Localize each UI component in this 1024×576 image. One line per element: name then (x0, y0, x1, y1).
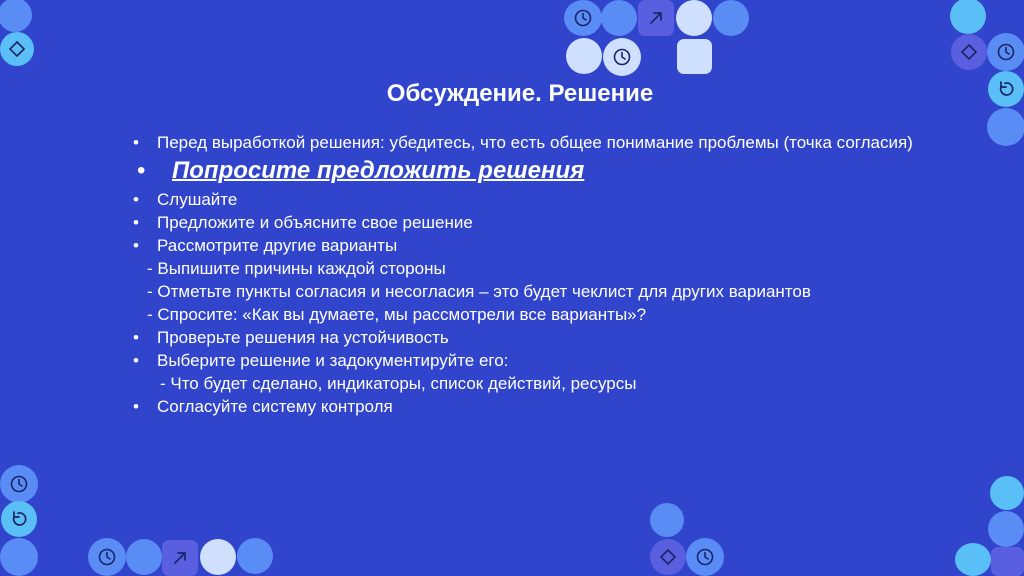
clock-icon (996, 42, 1016, 62)
clock-badge (686, 538, 724, 576)
diamond-badge (0, 32, 34, 66)
list-item: • Рассмотрите другие варианты (133, 234, 933, 257)
clock-icon (97, 547, 117, 567)
diamond-badge (951, 34, 987, 70)
clock-badge (564, 0, 602, 36)
list-item: • Слушайте (133, 188, 933, 211)
clock-badge (88, 538, 126, 576)
diamond-icon (960, 43, 978, 61)
highlight-text: Попросите предложить решения (172, 157, 585, 184)
decor-badge (987, 108, 1024, 146)
sub-item: - Что будет сделано, индикаторы, список действий, ресурсы (160, 374, 637, 393)
list-item: • Перед выработкой решения: убедитесь, что есть общее понимание проблемы (точка согласия) (133, 131, 933, 154)
list-item: • Проверьте решения на устойчивость (133, 326, 933, 349)
decor-circle (713, 0, 749, 36)
clock-icon (695, 547, 715, 567)
decor-badge (988, 511, 1024, 547)
refresh-icon (9, 509, 29, 529)
list-item: • Согласуйте систему контроля (133, 395, 933, 418)
list-item-highlight (133, 154, 933, 188)
clock-icon (9, 474, 29, 494)
clock-icon (612, 47, 632, 67)
arrow-up-right-icon (647, 9, 665, 27)
decor-badge (955, 543, 991, 576)
clock-badge (603, 38, 641, 76)
diamond-icon (8, 40, 26, 58)
clock-badge (987, 33, 1024, 71)
decor-circle (237, 538, 273, 574)
decor-circle (126, 539, 162, 575)
decor-circle (990, 476, 1024, 510)
decor-circle (650, 503, 684, 537)
decor-square (677, 39, 712, 74)
decor-square (991, 547, 1024, 576)
refresh-icon (996, 79, 1016, 99)
decor-badge (676, 0, 712, 36)
decor-badge (566, 38, 602, 74)
clock-icon (573, 8, 593, 28)
sub-item: - Выпишите причины каждой стороны (147, 259, 446, 278)
list-item: • Предложите и объясните свое решение (133, 211, 933, 234)
diamond-icon (659, 548, 677, 566)
arrow-up-right-icon (171, 549, 189, 567)
decor-badge (0, 538, 38, 576)
refresh-badge (1, 501, 37, 537)
decor-circle (0, 0, 32, 32)
list-item: • Выберите решение и задокументируйте его: (133, 349, 933, 372)
decor-circle (601, 0, 637, 36)
clock-badge (0, 465, 38, 503)
slide-title: Обсуждение. Решение (386, 80, 654, 107)
sub-item: - Отметьте пункты согласия и несогласия – это будет чеклист для других вариантов (147, 282, 811, 301)
arrow-tile (162, 540, 198, 576)
decor-badge (200, 539, 236, 575)
decor-circle (950, 0, 986, 34)
bullet-list (133, 131, 933, 418)
arrow-tile (638, 0, 674, 36)
slide-content (133, 131, 933, 418)
sub-item: - Спросите: «Как вы думаете, мы рассмотрели все варианты»? (147, 305, 647, 324)
diamond-badge (650, 539, 686, 575)
